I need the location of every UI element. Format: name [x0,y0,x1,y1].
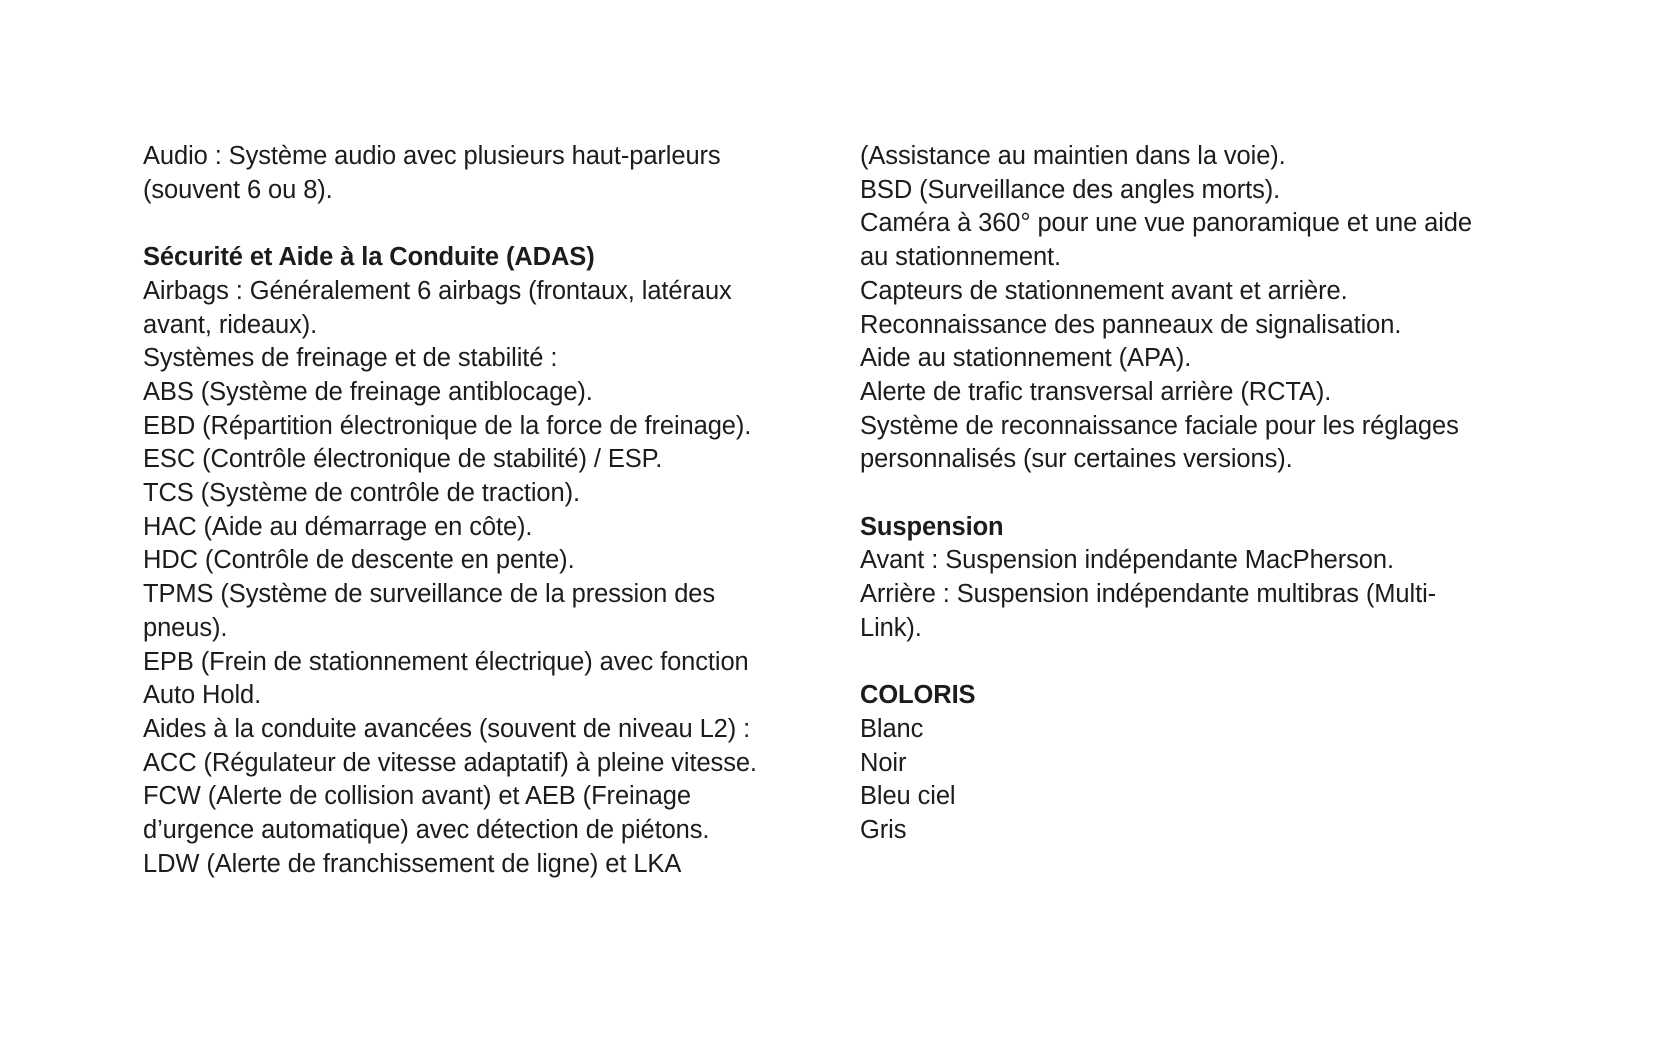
section-heading: Sécurité et Aide à la Conduite (ADAS) [143,243,595,272]
blank-line [143,207,843,241]
text-line: pneus). [143,613,228,642]
text-line: Blanc [860,714,924,743]
text-line: Bleu ciel [860,782,956,811]
text-line: (souvent 6 ou 8). [143,175,333,204]
text-line: ABS (Système de freinage antiblocage). [143,377,593,406]
text-line: BSD (Surveillance des angles morts). [860,175,1281,204]
section-heading: Suspension [860,512,1004,541]
text-line: HAC (Aide au démarrage en côte). [143,512,533,541]
text-line: HDC (Contrôle de descente en pente). [143,546,575,575]
text-line: personnalisés (sur certaines versions). [860,445,1293,474]
text-line: Reconnaissance des panneaux de signalisation. [860,310,1402,339]
text-line: EPB (Frein de stationnement électrique) avec fonction [143,647,749,676]
text-line: TCS (Système de contrôle de traction). [143,479,580,508]
blank-line [860,646,1580,680]
text-line: d’urgence automatique) avec détection de piétons. [143,816,710,845]
text-line: Caméra à 360° pour une vue panoramique et une aide [860,209,1472,238]
text-line: Noir [860,748,907,777]
left-text-column [143,140,843,881]
text-line: Alerte de trafic transversal arrière (RCTA). [860,377,1332,406]
text-line: (Assistance au maintien dans la voie). [860,142,1286,170]
text-line: au stationnement. [860,243,1062,272]
text-line: Systèmes de freinage et de stabilité : [143,344,558,373]
text-line: Aide au stationnement (APA). [860,344,1192,373]
text-line: FCW (Alerte de collision avant) et AEB (Freinage [143,782,691,811]
text-line: ESC (Contrôle électronique de stabilité) / ESP. [143,445,663,474]
text-line: Link). [860,613,922,642]
text-line: Capteurs de stationnement avant et arrière. [860,276,1348,305]
text-line: Airbags : Généralement 6 airbags (frontaux, latéraux [143,276,732,305]
right-text-column [860,140,1580,848]
text-line: Arrière : Suspension indépendante multibras (Multi- [860,580,1437,609]
text-line: Audio : Système audio avec plusieurs haut-parleurs [143,142,721,170]
text-line: Avant : Suspension indépendante MacPherson. [860,546,1394,575]
section-heading: COLORIS [860,681,976,710]
text-line: Gris [860,816,907,845]
blank-line [860,477,1580,511]
text-line: EBD (Répartition électronique de la force de freinage). [143,411,752,440]
text-line: ACC (Régulateur de vitesse adaptatif) à pleine vitesse. [143,748,757,777]
text-line: Aides à la conduite avancées (souvent de niveau L2) : [143,714,751,743]
text-line: Auto Hold. [143,681,262,710]
text-line: LDW (Alerte de franchissement de ligne) et LKA [143,849,682,878]
text-line: TPMS (Système de surveillance de la pression des [143,580,716,609]
text-line: avant, rideaux). [143,310,318,339]
text-line: Système de reconnaissance faciale pour les réglages [860,411,1459,440]
